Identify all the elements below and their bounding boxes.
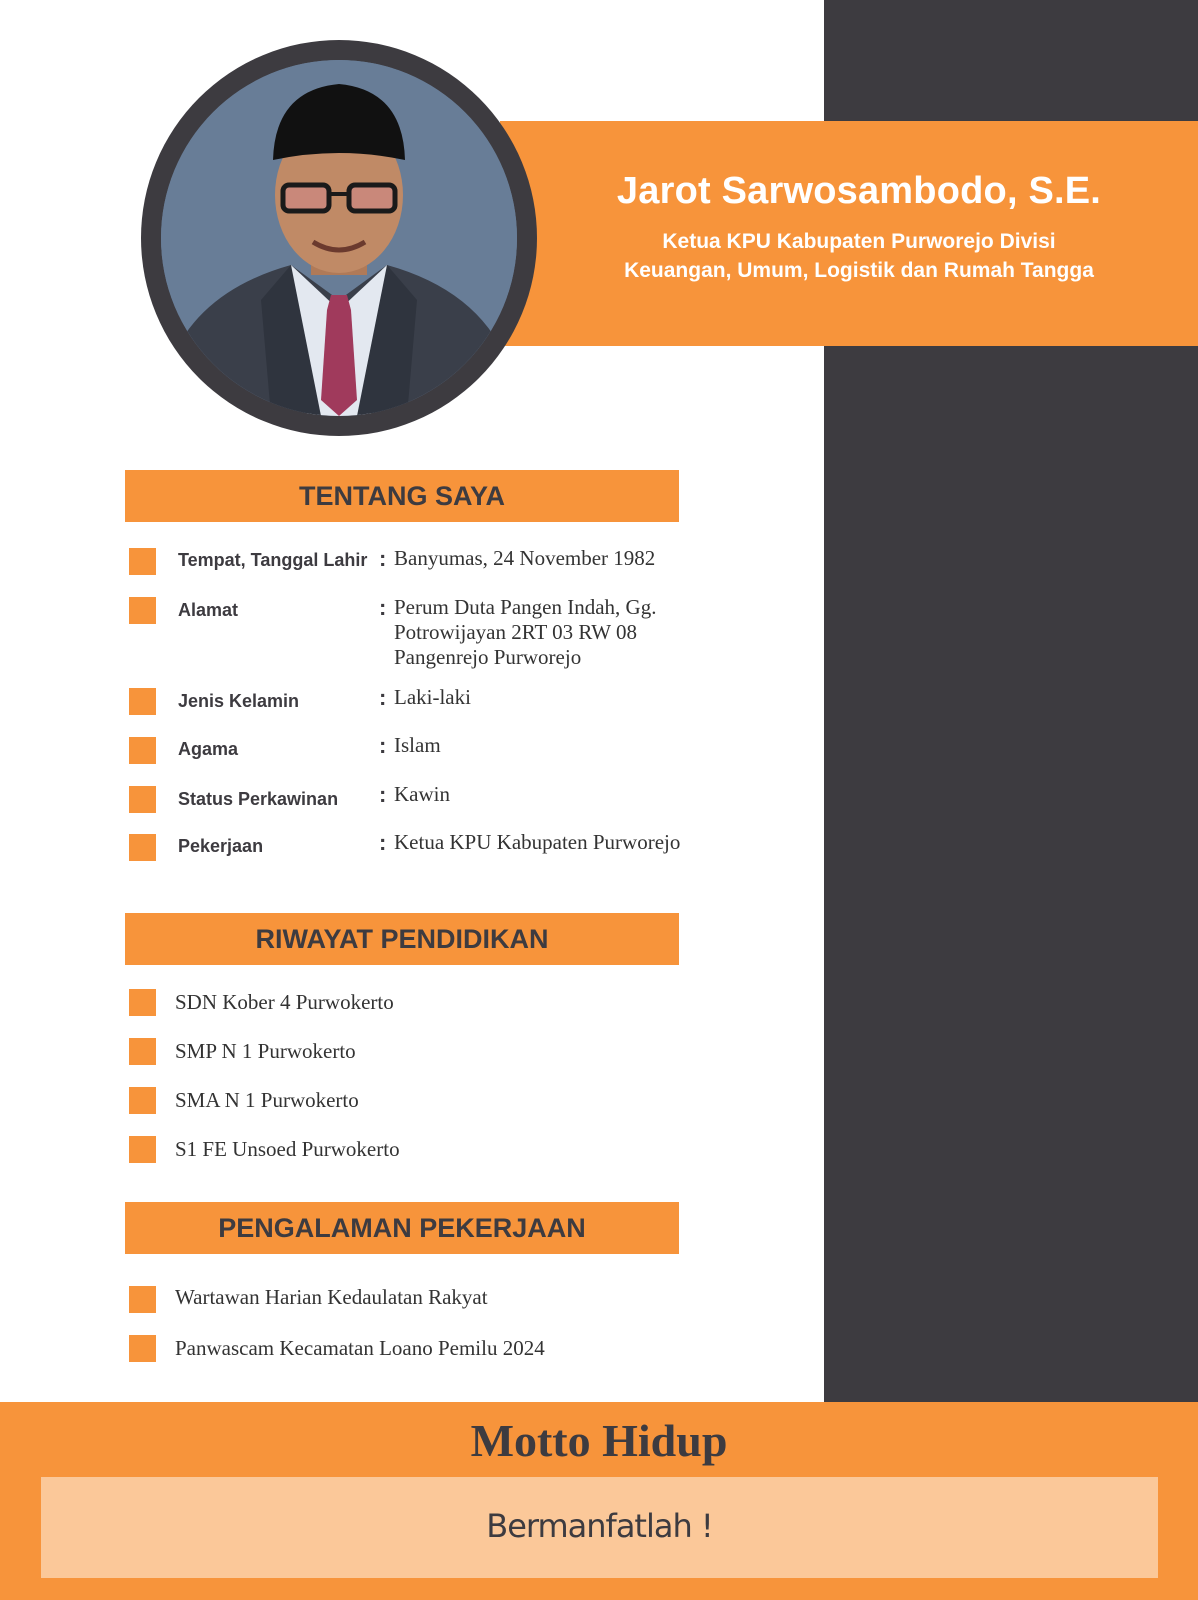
bullet-square [129,1136,156,1163]
about-colon: : [379,595,387,620]
motto-title: Motto Hidup [470,1415,728,1466]
experience-item: Panwascam Kecamatan Loano Pemilu 2024 [175,1336,545,1360]
about-value-religion: Islam [394,733,441,757]
about-colon: : [379,546,387,571]
about-colon: : [379,830,387,855]
education-item: SDN Kober 4 Purwokerto [175,990,394,1014]
about-label-gender: Jenis Kelamin [178,691,300,711]
about-value-birth: Banyumas, 24 November 1982 [394,546,656,570]
section-header-experience: PENGALAMAN PEKERJAAN [125,1202,679,1254]
name-banner [500,121,1198,346]
bullet-square [129,688,156,715]
about-value-occupation: Ketua KPU Kabupaten Purworejo [394,830,681,854]
bullet-square [129,1286,156,1313]
about-label-occupation: Pekerjaan [178,836,264,856]
about-value-marital: Kawin [394,782,450,806]
person-position [500,227,1198,285]
education-item: S1 FE Unsoed Purwokerto [175,1137,400,1161]
about-label-address: Alamat [178,600,239,620]
section-header-education: RIWAYAT PENDIDIKAN [125,913,679,965]
bullet-square [129,597,156,624]
about-label-birth: Tempat, Tanggal Lahir [178,550,368,570]
about-value-address: Perum Duta Pangen Indah, Gg. Potrowijayan 2RT 03 RW 08 Pangenrejo Purworejo [394,595,657,669]
position-line-1: Ketua KPU Kabupaten Purworejo Divisi [662,230,1056,253]
section-header-about: TENTANG SAYA [125,470,679,522]
experience-item: Wartawan Harian Kedaulatan Rakyat [175,1285,488,1309]
about-colon: : [379,685,387,710]
about-value-gender: Laki-laki [394,685,471,709]
portrait-illustration [161,60,517,416]
bullet-square [129,1087,156,1114]
education-item: SMP N 1 Purwokerto [175,1039,356,1063]
bullet-square [129,834,156,861]
person-name: Jarot Sarwosambodo, S.E. [616,170,1102,212]
education-item: SMA N 1 Purwokerto [175,1088,359,1112]
about-colon: : [379,782,387,807]
bullet-square [129,737,156,764]
about-label-religion: Agama [178,739,239,759]
photo-frame [141,40,537,436]
position-line-2: Keuangan, Umum, Logistik dan Rumah Tangga [624,259,1094,282]
bullet-square [129,989,156,1016]
bullet-square [129,1038,156,1065]
bullet-square [129,548,156,575]
bullet-square [129,786,156,813]
motto-text: Bermanfatlah ! [486,1507,713,1545]
about-colon: : [379,733,387,758]
bullet-square [129,1335,156,1362]
motto-box [41,1477,1158,1578]
motto-footer [0,1402,1198,1600]
about-label-marital: Status Perkawinan [178,789,339,809]
portrait-photo [161,60,517,416]
